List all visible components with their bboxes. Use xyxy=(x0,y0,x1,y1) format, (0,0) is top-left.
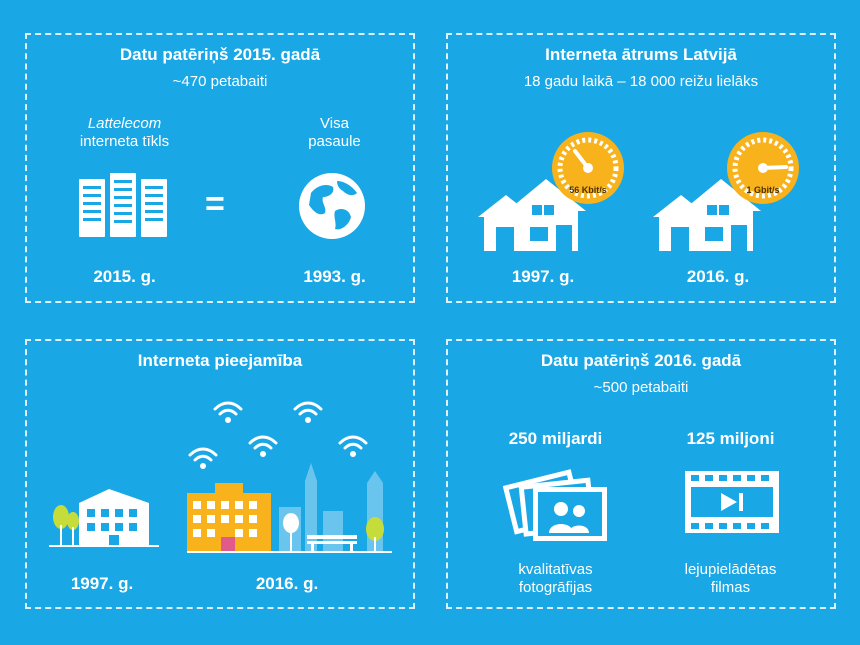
wifi-icon xyxy=(247,433,279,459)
movies-label xyxy=(643,561,818,597)
equals-sign: = xyxy=(205,185,225,223)
panel-subtitle: 18 gadu laikā – 18 000 reižu lielāks xyxy=(523,73,759,90)
panel-title: Interneta pieejamība xyxy=(137,351,303,370)
wifi-icon xyxy=(292,399,324,425)
building-1997-icon xyxy=(49,481,159,553)
panel-data-consumption-2016 xyxy=(446,339,836,609)
photos-label-line2: fotogrāfijas xyxy=(518,579,593,596)
movies-count: 125 miljoni xyxy=(686,429,775,448)
photos-count: 250 miljardi xyxy=(508,429,603,448)
wifi-icon xyxy=(212,399,244,425)
movies-label-line2: filmas xyxy=(710,579,751,596)
speed-value-2016: 1 Gbit/s xyxy=(746,185,780,195)
panel-subtitle: ~500 petabaiti xyxy=(593,379,689,396)
wifi-icon xyxy=(337,433,369,459)
year-label-2016: 2016. g. xyxy=(686,267,750,286)
year-label-1997: 1997. g. xyxy=(511,267,575,286)
panel-title: Datu patēriņš 2015. gadā xyxy=(119,45,321,64)
year-label-2016: 2016. g. xyxy=(255,574,319,593)
globe-icon xyxy=(297,171,367,241)
server-rack-icon xyxy=(79,173,169,239)
photos-label-line1: kvalitatīvas xyxy=(518,561,593,578)
panel-internet-availability xyxy=(25,339,415,609)
film-strip-icon xyxy=(685,471,779,533)
city-2016-icon xyxy=(187,461,392,559)
panel-subtitle: ~470 petabaiti xyxy=(172,73,268,90)
network-label-text: interneta tīkls xyxy=(79,133,170,150)
panel-data-consumption-2015 xyxy=(25,33,415,303)
year-label-1997: 1997. g. xyxy=(70,574,134,593)
world-label xyxy=(257,115,412,151)
year-label-2015: 2015. g. xyxy=(93,267,156,286)
panel-internet-speed xyxy=(446,33,836,303)
world-label-line2: pasaule xyxy=(308,133,361,150)
movies-label-line1: lejupielādētas xyxy=(684,561,777,578)
year-label-1993: 1993. g. xyxy=(303,267,366,286)
photos-label xyxy=(468,561,643,597)
brand-name: Lattelecom xyxy=(87,115,162,132)
speed-value-1997: 56 Kbit/s xyxy=(569,185,607,195)
panel-title: Interneta ātrums Latvijā xyxy=(545,45,737,64)
network-label xyxy=(47,115,202,151)
panel-title: Datu patēriņš 2016. gadā xyxy=(540,351,742,370)
world-label-line1: Visa xyxy=(320,115,349,132)
photos-icon xyxy=(503,467,613,545)
